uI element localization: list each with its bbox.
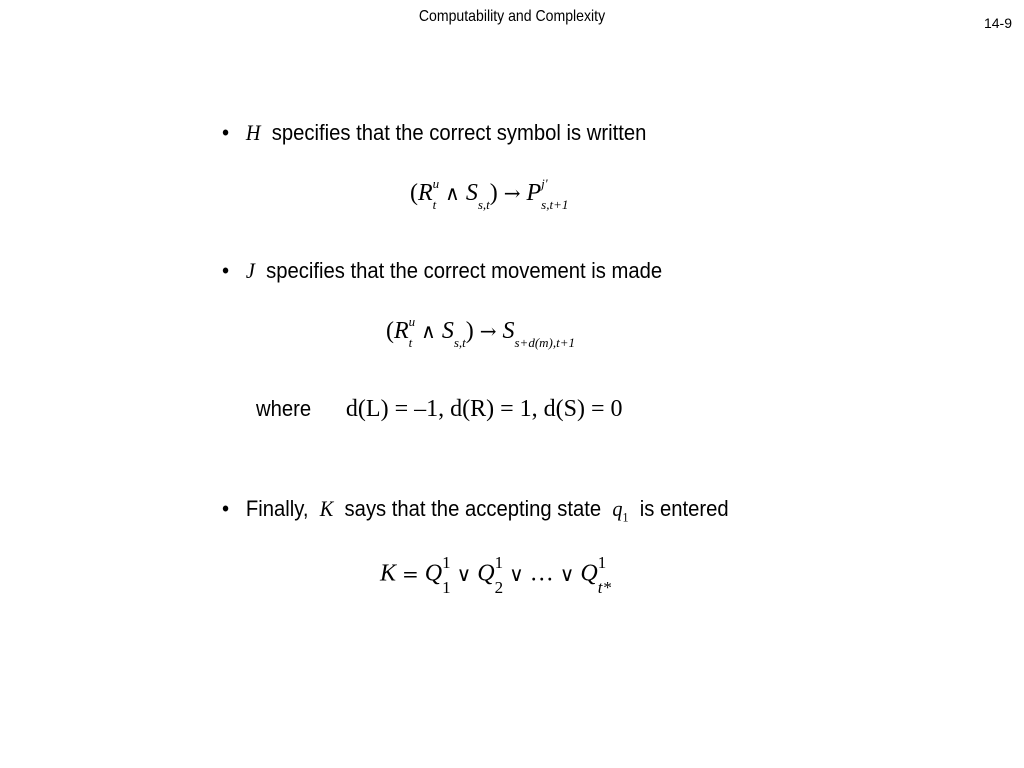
slide-number: 14-9	[983, 15, 1012, 31]
or-op: ∨	[509, 561, 524, 586]
q1-scripts	[442, 553, 451, 597]
paren-open: (	[410, 180, 418, 206]
var-s: S	[465, 180, 478, 206]
q1-sub: 1	[442, 578, 451, 597]
s-sub: s,t	[453, 335, 466, 351]
paren-close: )	[465, 318, 474, 344]
bullet-j	[222, 258, 662, 284]
s-sup	[478, 177, 490, 190]
symbol-k: K	[319, 496, 334, 521]
paren-close: )	[489, 180, 498, 206]
or-op: ∨	[559, 561, 575, 586]
r-scripts	[408, 314, 416, 351]
var-s: S	[441, 318, 454, 344]
r-sub: t	[408, 335, 413, 351]
q1-sup: 1	[442, 553, 451, 572]
header-title: Computability and Complexity	[418, 8, 606, 25]
qt-sub: t*	[597, 578, 611, 597]
p-sup: j'	[541, 176, 548, 192]
or-op: ∨	[456, 561, 472, 586]
r-scripts	[432, 176, 440, 213]
var-r: R	[418, 180, 433, 206]
r-sup: u	[432, 176, 440, 192]
bullet-marker: •	[222, 496, 230, 521]
bullet-k-end: is entered	[639, 496, 729, 521]
s-scripts	[453, 319, 466, 351]
bullet-k-prefix: Finally,	[245, 496, 309, 521]
symbol-q: q	[612, 496, 623, 521]
ellipsis: …	[529, 560, 554, 587]
formula-j	[386, 314, 576, 351]
bullet-k-mid: says that the accepting state	[344, 496, 602, 521]
paren-open: (	[386, 318, 394, 344]
and-op: ∧	[445, 181, 460, 205]
bullet-k	[222, 496, 729, 525]
s-next-sup	[515, 315, 576, 328]
and-op: ∧	[421, 319, 436, 343]
s-sub: s,t	[477, 197, 490, 213]
p-sub: s,t+1	[541, 197, 569, 213]
bullet-marker: •	[222, 120, 230, 145]
where-label: where	[256, 396, 312, 421]
q2-scripts	[494, 553, 504, 597]
var-s-next: S	[502, 318, 515, 344]
symbol-q-sub: 1	[622, 509, 629, 525]
var-k: K	[380, 560, 397, 587]
qt-scripts	[597, 553, 611, 597]
s-sup	[454, 315, 466, 328]
bullet-h-text: specifies that the correct symbol is written	[271, 120, 647, 145]
q2-sup: 1	[494, 553, 504, 572]
bullet-h	[222, 120, 646, 146]
r-sub: t	[432, 197, 437, 213]
bullet-j-text: specifies that the correct movement is made	[266, 258, 663, 283]
qt-sup: 1	[597, 553, 607, 572]
where-line	[256, 396, 623, 423]
s-next-scripts	[514, 319, 576, 351]
var-r: R	[394, 318, 409, 344]
s-scripts	[477, 181, 490, 213]
symbol-h: H	[245, 120, 261, 145]
var-qt: Q	[580, 560, 598, 587]
p-scripts	[541, 176, 569, 213]
formula-k	[380, 553, 611, 597]
var-p: P	[526, 180, 542, 206]
var-q1: Q	[424, 560, 443, 587]
var-q2: Q	[477, 560, 495, 587]
q2-sub: 2	[494, 578, 504, 597]
formula-h	[410, 176, 569, 213]
r-sup: u	[408, 314, 416, 330]
equals-op: =	[402, 561, 419, 586]
s-next-sub: s+d(m),t+1	[514, 335, 576, 351]
implies-arrow: →	[503, 181, 521, 205]
symbol-j: J	[245, 258, 255, 283]
direction-equations: d(L) = –1, d(R) = 1, d(S) = 0	[345, 396, 623, 422]
implies-arrow: →	[479, 319, 497, 343]
bullet-marker: •	[222, 258, 230, 283]
